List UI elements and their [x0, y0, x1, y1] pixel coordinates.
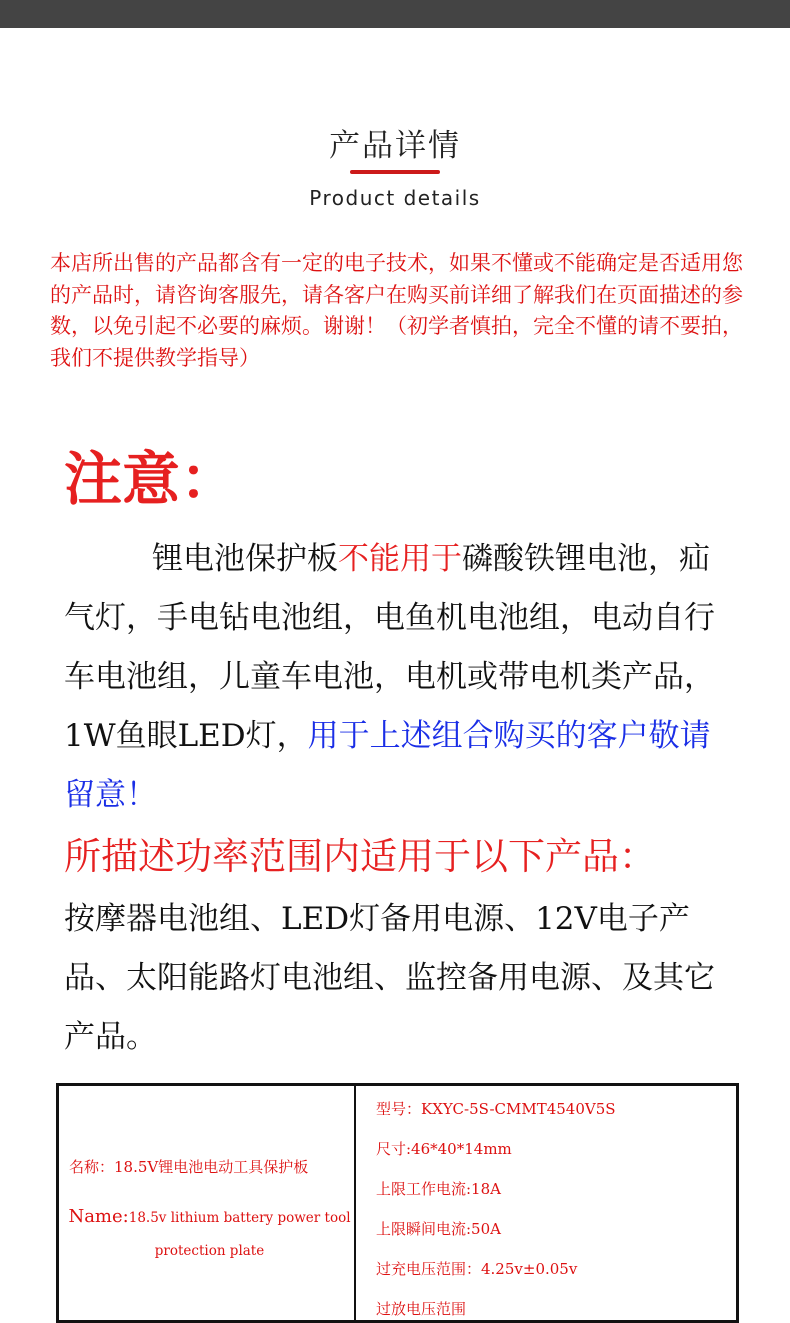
purchase-notice: 本店所出售的产品都含有一定的电子技术，如果不懂或不能确定是否适用您的产品时，请咨询客服先，请各客户在购买前详细了解我们在页面描述的参数，以免引起不必要的麻烦。谢谢！（初学者慎拍，完全不懂的请不要拍，我们不提供教学指导）	[50, 251, 743, 370]
product-name-cn: 名称：18.5V锂电池电动工具保护板	[69, 1158, 309, 1176]
warning-text-red: 不能用于	[338, 541, 462, 577]
warning-text-2: 磷酸铁锂电池，疝气灯，手电钻电池组，电鱼机电池组，电动自行车电池组，儿童车电池，电机或带电机类产品，1W鱼眼LED灯，	[64, 541, 715, 754]
attention-heading: 注意：	[64, 445, 239, 513]
top-bar	[0, 0, 790, 28]
applicable-products: 按摩器电池组、LED灯备用电源、12V电子产品、太阳能路灯电池组、监控备用电源、及其它产品。	[64, 901, 715, 1055]
applicable-heading: 所描述功率范围内适用于以下产品：	[64, 835, 656, 878]
spec-name-cell	[59, 1086, 356, 1320]
warning-paragraph	[64, 530, 734, 825]
spec-model: 型号：KXYC-5S-CMMT4540V5S	[376, 1100, 616, 1118]
section-title-en: Product details	[309, 186, 481, 210]
warning-text-blue: 用于上述组合购买的客户敬请留意！	[64, 718, 711, 813]
spec-values-cell	[358, 1086, 736, 1320]
warning-text-1: 锂电池保护板	[152, 541, 338, 577]
spec-max-current: 上限工作电流:18A	[376, 1180, 501, 1198]
product-name-en-value: 18.5v lithium battery power tool protection plate	[128, 1210, 351, 1259]
spec-overdischarge-range: 过放电压范围	[376, 1300, 467, 1318]
product-name-en-label: Name:	[68, 1206, 129, 1227]
spec-size: 尺寸:46*40*14mm	[376, 1140, 512, 1158]
spec-overcharge-range: 过充电压范围：4.25v±0.05v	[376, 1260, 578, 1278]
section-title-cn: 产品详情	[329, 128, 461, 164]
title-underline	[350, 170, 440, 174]
spec-max-instant-current: 上限瞬间电流:50A	[376, 1220, 501, 1238]
spec-table	[56, 1083, 739, 1323]
product-name-en	[67, 1200, 352, 1268]
